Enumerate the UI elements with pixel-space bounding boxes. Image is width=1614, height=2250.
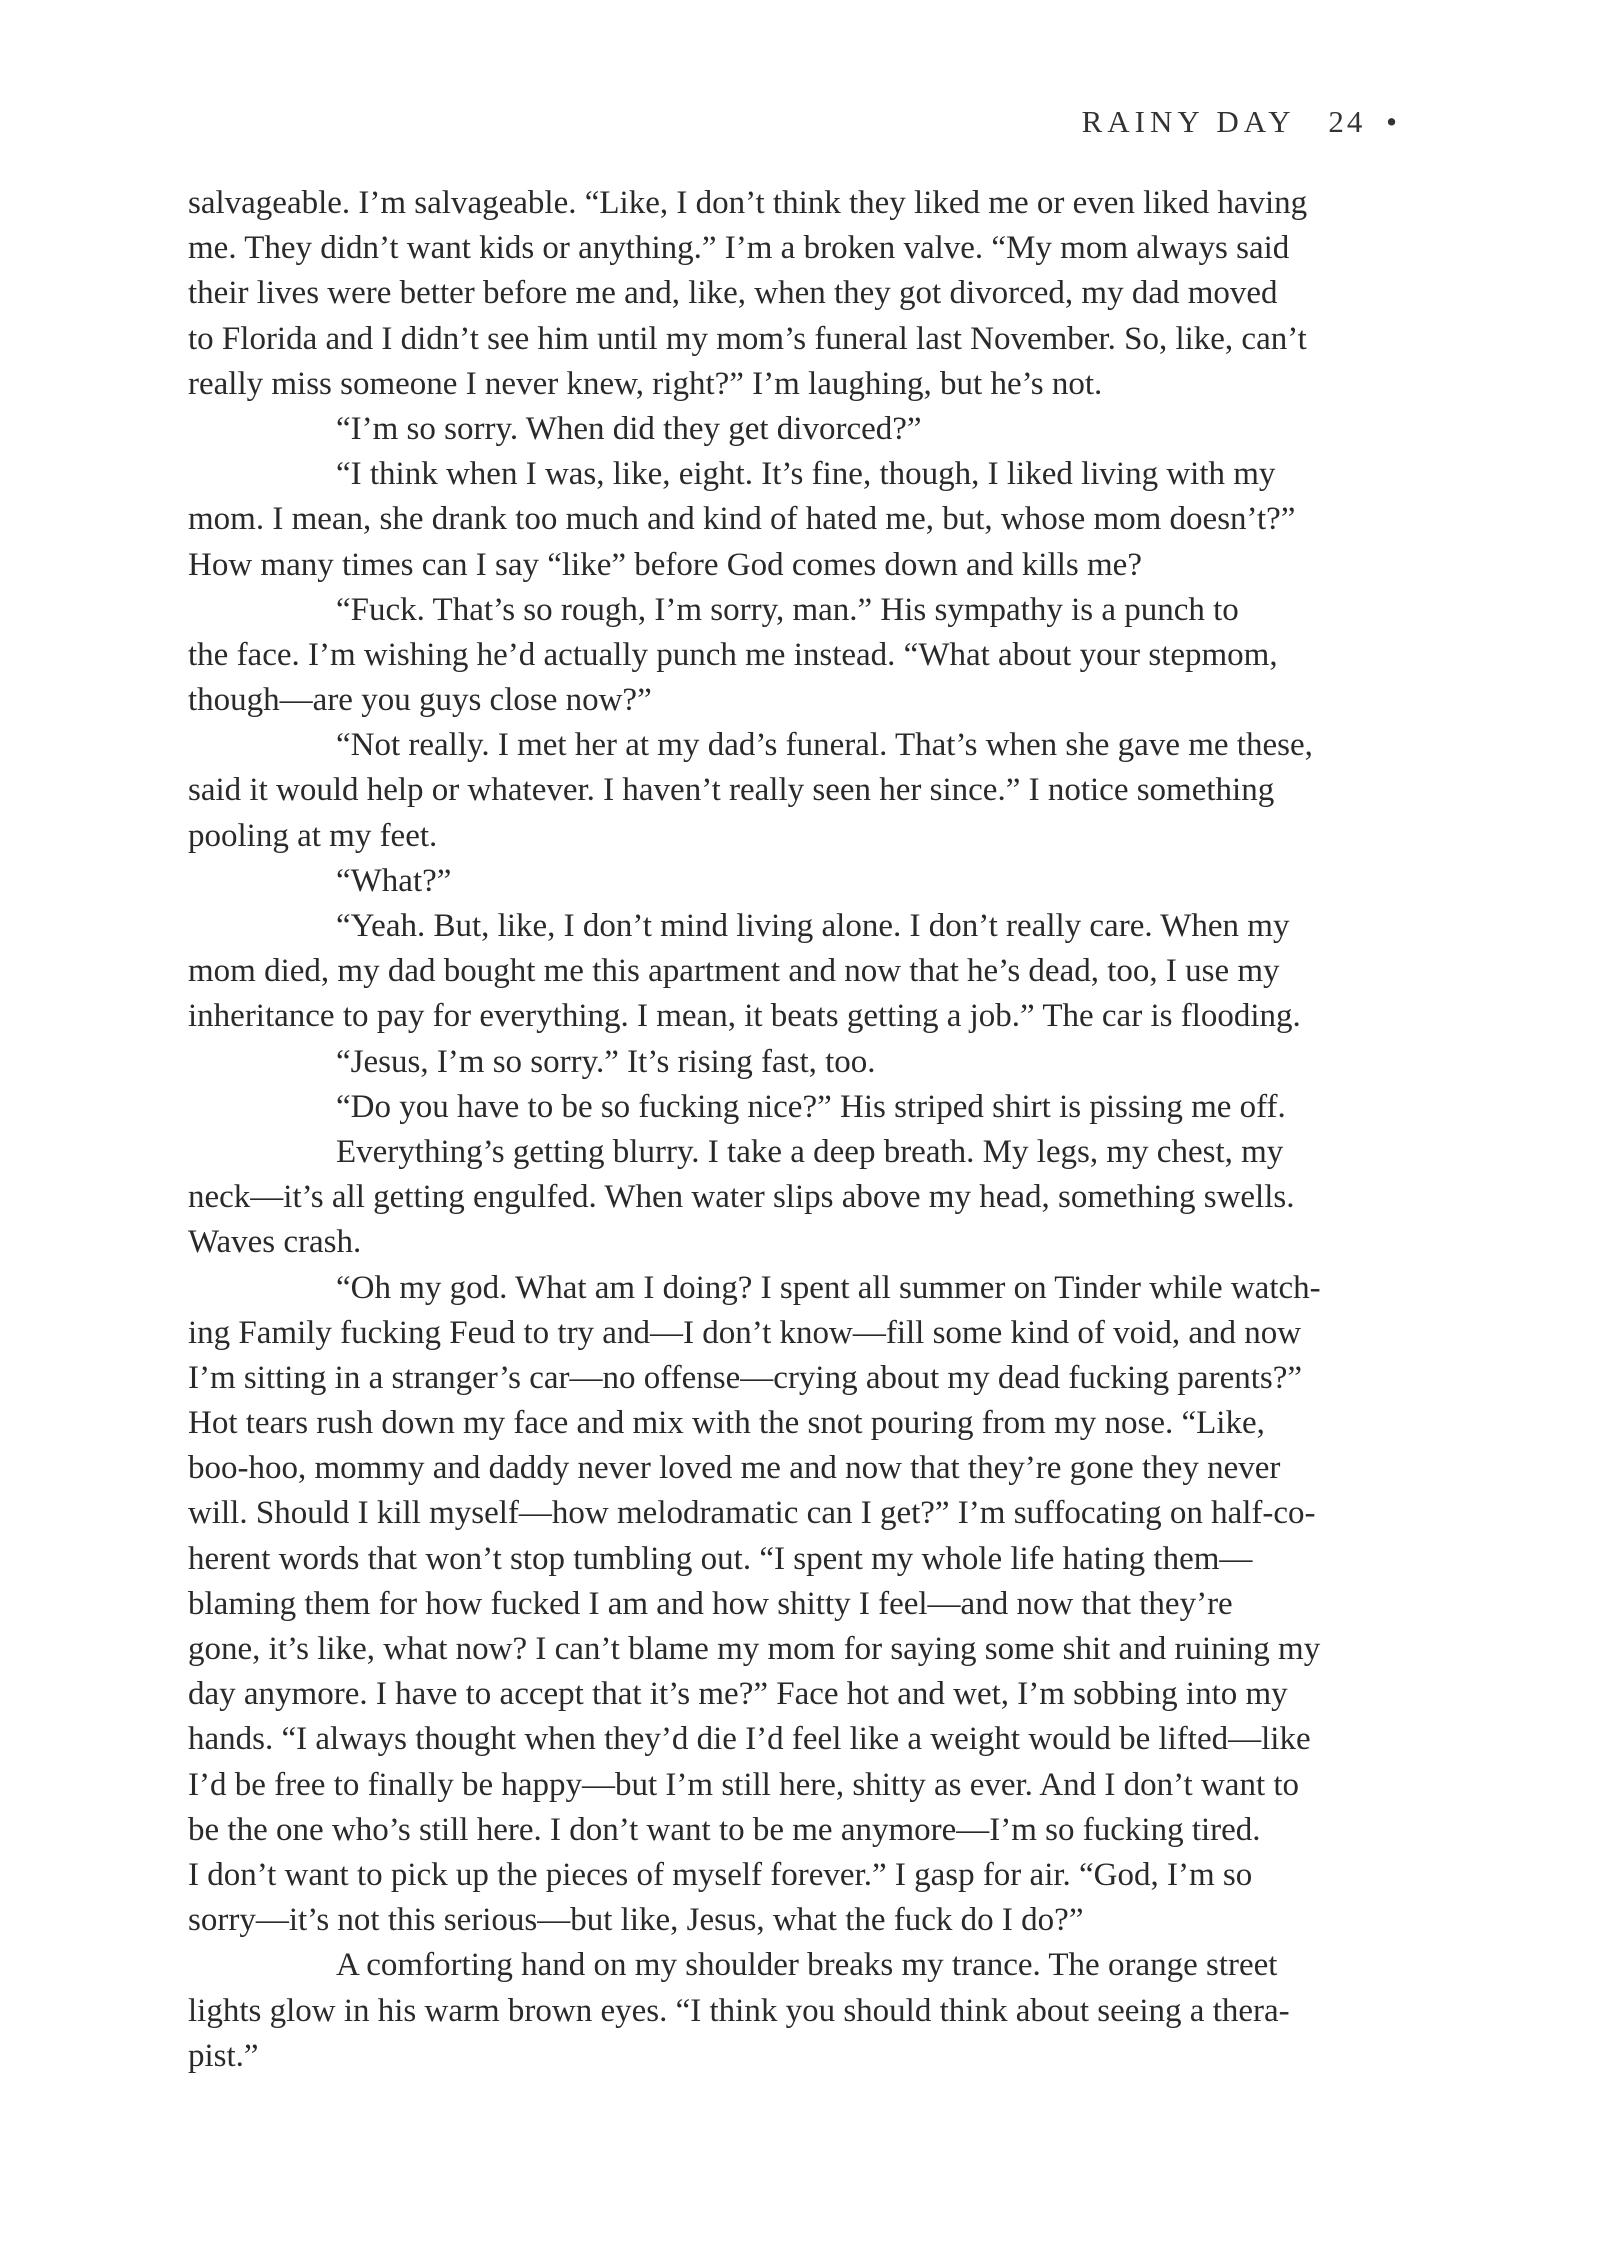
- text-line: I don’t want to pick up the pieces of myself forever.” I gasp for air. “God, I’m so: [188, 1856, 1253, 1893]
- text-line: “Yeah. But, like, I don’t mind living alone. I don’t really care. When my: [336, 908, 1290, 944]
- body-text: [188, 181, 1398, 2079]
- text-line: their lives were better before me and, like, when they got divorced, my dad moved: [188, 275, 1278, 312]
- text-line: “I think when I was, like, eight. It’s fine, though, I liked living with my: [336, 456, 1276, 493]
- text-line: “Jesus, I’m so sorry.” It’s rising fast, too.: [336, 1043, 876, 1080]
- text-line: day anymore. I have to accept that it’s me?” Face hot and wet, I’m sobbing into my: [188, 1676, 1288, 1713]
- text-line: I’m sitting in a stranger’s car—no offense—crying about my dead fucking parents?”: [188, 1359, 1303, 1396]
- running-header: [1082, 104, 1400, 140]
- text-line: herent words that won’t stop tumbling out. “I spent my whole life hating them—: [188, 1540, 1253, 1577]
- text-line: mom died, my dad bought me this apartment and now that he’s dead, too, I use my: [188, 953, 1280, 990]
- text-line: blaming them for how fucked I am and how shitty I feel—and now that they’re: [188, 1585, 1233, 1622]
- text-line: A comforting hand on my shoulder breaks my trance. The orange street: [336, 1947, 1278, 1984]
- text-line: How many times can I say “like” before God comes down and kills me?: [188, 546, 1142, 583]
- text-line: salvageable. I’m salvageable. “Like, I don’t think they liked me or even liked having: [188, 185, 1308, 221]
- text-line: really miss someone I never knew, right?” I’m laughing, but he’s not.: [188, 365, 1103, 402]
- text-line: “What?”: [336, 862, 452, 899]
- text-line: I’d be free to finally be happy—but I’m still here, shitty as ever. And I don’t want to: [188, 1766, 1300, 1803]
- text-line: mom. I mean, she drank too much and kind of hated me, but, whose mom doesn’t?”: [188, 501, 1296, 538]
- text-line: Waves crash.: [188, 1224, 362, 1261]
- text-line: be the one who’s still here. I don’t want to be me anymore—I’m so fucking tired.: [188, 1811, 1261, 1848]
- text-line: sorry—it’s not this serious—but like, Jesus, what the fuck do I do?”: [188, 1902, 1084, 1939]
- text-line: pist.”: [188, 2037, 259, 2074]
- text-line: the face. I’m wishing he’d actually punch me instead. “What about your stepmom,: [188, 636, 1278, 673]
- text-line: boo-hoo, mommy and daddy never loved me and now that they’re gone they never: [188, 1450, 1281, 1487]
- text-line: inheritance to pay for everything. I mean, it beats getting a job.” The car is flooding.: [188, 998, 1301, 1035]
- text-line: me. They didn’t want kids or anything.” I’m a broken valve. “My mom always said: [188, 230, 1290, 267]
- text-line: “Fuck. That’s so rough, I’m sorry, man.” His sympathy is a punch to: [336, 591, 1239, 628]
- text-line: gone, it’s like, what now? I can’t blame my mom for saying some shit and ruining my: [188, 1631, 1321, 1667]
- text-line: to Florida and I didn’t see him until my mom’s funeral last November. So, like, can’t: [188, 320, 1307, 357]
- text-line: lights glow in his warm brown eyes. “I think you should think about seeing a thera-: [188, 1992, 1290, 2029]
- text-line: neck—it’s all getting engulfed. When water slips above my head, something swells.: [188, 1179, 1295, 1216]
- running-header-title: RAINY DAY: [1081, 104, 1296, 139]
- text-line: pooling at my feet.: [188, 817, 438, 854]
- page-number: 24: [1328, 104, 1366, 139]
- text-line: “Oh my god. What am I doing? I spent all summer on Tinder while watch-: [336, 1269, 1321, 1306]
- text-line: “I’m so sorry. When did they get divorced?”: [336, 410, 922, 447]
- text-line: ing Family fucking Feud to try and—I don’t know—fill some kind of void, and now: [188, 1314, 1302, 1351]
- text-line: “Do you have to be so fucking nice?” His striped shirt is pissing me off.: [336, 1088, 1286, 1125]
- text-line: “Not really. I met her at my dad’s funeral. That’s when she gave me these,: [336, 727, 1313, 764]
- text-line: hands. “I always thought when they’d die I’d feel like a weight would be lifted—like: [188, 1721, 1311, 1758]
- header-bullet: •: [1386, 104, 1400, 139]
- text-line: though—are you guys close now?”: [188, 682, 652, 719]
- text-line: will. Should I kill myself—how melodramatic can I get?” I’m suffocating on half-co-: [188, 1495, 1316, 1532]
- text-line: said it would help or whatever. I haven’t really seen her since.” I notice something: [188, 772, 1275, 809]
- text-line: Everything’s getting blurry. I take a deep breath. My legs, my chest, my: [336, 1133, 1284, 1170]
- text-line: Hot tears rush down my face and mix with the snot pouring from my nose. “Like,: [188, 1405, 1265, 1442]
